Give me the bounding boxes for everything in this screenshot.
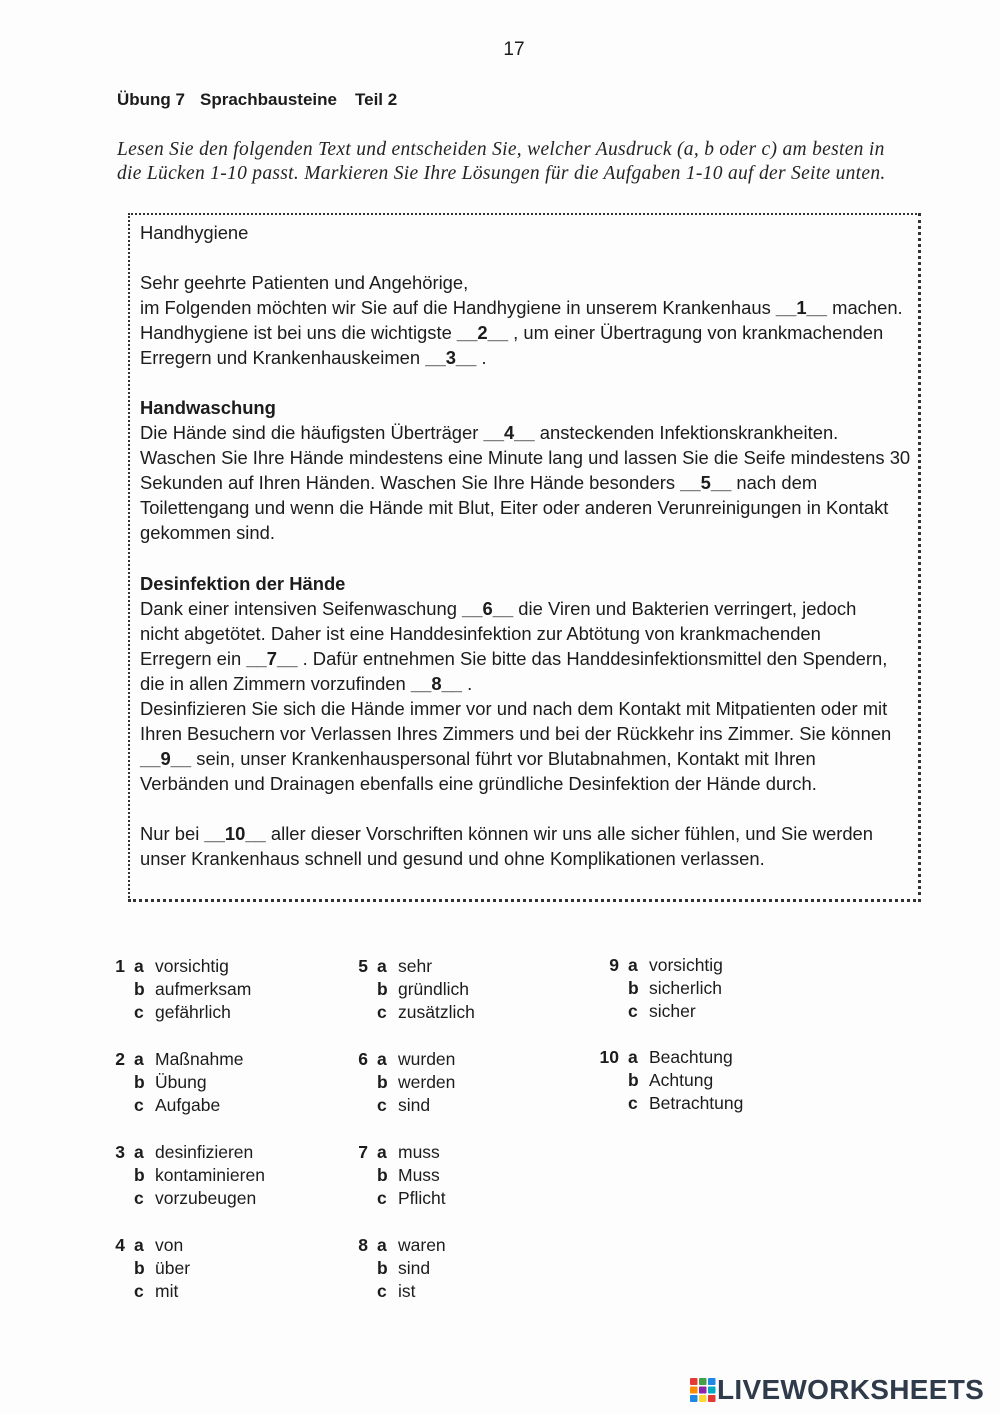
option-letter: a	[628, 954, 638, 975]
line-text: sein, unser Krankenhauspersonal führt vor Blutabnahmen, Kontakt mit Ihren	[191, 748, 816, 770]
question-5	[343, 955, 573, 1025]
option-10b[interactable]	[624, 1069, 819, 1092]
line-text: Dank einer intensiven Seifenwaschung	[140, 597, 463, 619]
option-text: werden	[398, 1071, 456, 1092]
option-text: über	[155, 1257, 191, 1278]
option-letter: b	[377, 1071, 388, 1092]
line-text: im Folgenden möchten wir Sie auf die Handhygiene in unserem Krankenhaus	[140, 296, 776, 318]
options-column-3	[594, 955, 824, 1285]
option-text: aufmerksam	[155, 978, 252, 999]
line-text: . Dafür entnehmen Sie bitte das Handdesinfektionsmittel den Spendern,	[297, 647, 888, 669]
option-text: sicherlich	[649, 977, 722, 998]
gap-2: __2__	[456, 321, 509, 343]
option-text: vorzubeugen	[155, 1188, 257, 1209]
option-2a[interactable]	[130, 1048, 325, 1071]
instruction-line: Lesen Sie den folgenden Text und entscheiden Sie, welcher Ausdruck (a, b oder c) am besten in	[117, 139, 885, 160]
question-7	[343, 1141, 573, 1211]
question-number: 2	[115, 1048, 125, 1069]
option-text: Übung	[155, 1071, 207, 1092]
letter-line: Desinfizieren Sie sich die Hände immer vor und nach dem Kontakt mit Mitpatienten oder mit	[140, 697, 888, 719]
question-number: 1	[115, 955, 125, 976]
question-number: 3	[115, 1141, 125, 1162]
logo-tile	[690, 1395, 698, 1402]
option-text: mit	[155, 1281, 179, 1302]
exercise-part: Teil 2	[355, 90, 398, 109]
question-number: 7	[358, 1141, 368, 1162]
option-4b[interactable]	[130, 1257, 325, 1280]
option-letter: b	[134, 978, 145, 999]
option-letter: b	[377, 1164, 388, 1185]
option-text: sind	[398, 1257, 431, 1278]
question-2	[100, 1048, 330, 1118]
line-text: nach dem	[731, 472, 818, 494]
option-1a[interactable]	[130, 955, 325, 978]
option-text: waren	[398, 1234, 446, 1255]
option-letter: b	[377, 1257, 388, 1278]
question-number: 9	[609, 954, 619, 975]
line-text: .	[476, 346, 487, 368]
option-letter: a	[377, 1141, 387, 1162]
section-heading-disinfection: Desinfektion der Hände	[140, 572, 346, 594]
option-letter: b	[134, 1071, 145, 1092]
option-letter: a	[134, 1234, 144, 1255]
option-10c[interactable]	[624, 1092, 819, 1115]
letter-greeting: Sehr geehrte Patienten und Angehörige,	[140, 271, 469, 293]
line-text: Nur bei	[140, 823, 205, 845]
option-text: Achtung	[649, 1069, 714, 1090]
letter-title: Handhygiene	[140, 221, 249, 243]
option-letter: b	[377, 978, 388, 999]
letter-line: Waschen Sie Ihre Hände mindestens eine Minute lang und lassen Sie die Seife mindestens 30	[140, 447, 911, 469]
letter-line: Toilettengang und wenn die Hände mit Blut, Eiter oder anderen Verunreinigungen in Kontakt	[140, 497, 889, 519]
line-text: .	[462, 672, 473, 694]
option-text: desinfizieren	[155, 1141, 254, 1162]
exercise-title: Sprachbausteine	[200, 90, 337, 109]
gap-8: __8__	[410, 672, 463, 694]
option-letter: c	[628, 1001, 638, 1022]
logo-tile	[699, 1387, 707, 1394]
logo-tile	[708, 1395, 716, 1402]
option-letter: a	[377, 1234, 387, 1255]
question-number: 6	[358, 1048, 368, 1069]
question-8	[343, 1234, 573, 1304]
option-text: ist	[398, 1281, 416, 1302]
letter-line: Verbänden und Drainagen ebenfalls eine gründliche Desinfektion der Hände durch.	[140, 773, 817, 795]
line-text: machen.	[827, 296, 903, 318]
liveworksheets-logo-icon	[690, 1378, 716, 1402]
letter-line	[140, 320, 910, 345]
option-3a[interactable]	[130, 1141, 325, 1164]
question-number: 8	[358, 1234, 368, 1255]
option-text: zusätzlich	[398, 1002, 475, 1023]
option-7b[interactable]	[373, 1164, 568, 1187]
option-letter: a	[134, 955, 144, 976]
gap-9: __9__	[140, 748, 192, 770]
option-8b[interactable]	[373, 1257, 568, 1280]
option-1b[interactable]	[130, 978, 325, 1001]
option-letter: c	[377, 1095, 387, 1116]
option-3b[interactable]	[130, 1164, 325, 1187]
gap-5: __5__	[680, 472, 732, 494]
option-letter: c	[134, 1002, 144, 1023]
gap-3: __3__	[425, 346, 477, 368]
page-number: 17	[503, 39, 525, 60]
option-1c[interactable]	[130, 1001, 325, 1024]
question-10	[594, 1046, 824, 1116]
gap-6: __6__	[462, 597, 514, 619]
letter-line: Ihren Besuchern vor Verlassen Ihres Zimmers und bei der Rückkehr ins Zimmer. Sie können	[140, 723, 892, 745]
option-5a[interactable]	[373, 955, 568, 978]
option-text: kontaminieren	[155, 1164, 265, 1185]
blank-line	[140, 370, 910, 395]
question-6	[343, 1048, 573, 1118]
letter-line	[140, 420, 910, 445]
option-text: Betrachtung	[649, 1093, 744, 1114]
option-5b[interactable]	[373, 978, 568, 1001]
option-letter: b	[628, 977, 639, 998]
option-7a[interactable]	[373, 1141, 568, 1164]
logo-tile	[699, 1395, 707, 1402]
logo-tile	[708, 1378, 716, 1385]
question-9	[594, 954, 824, 1024]
option-letter: a	[134, 1048, 144, 1069]
option-10a[interactable]	[624, 1046, 819, 1069]
option-letter: c	[628, 1093, 638, 1114]
option-6a[interactable]	[373, 1048, 568, 1071]
option-5c[interactable]	[373, 1001, 568, 1024]
question-4	[100, 1234, 330, 1304]
option-text: von	[155, 1234, 184, 1255]
question-number: 10	[599, 1046, 619, 1067]
option-2c[interactable]	[130, 1094, 325, 1117]
letter-line: nicht abgetötet. Daher ist eine Handdesinfektion zur Abtötung von krankmachenden	[140, 622, 821, 644]
option-text: vorsichtig	[649, 954, 723, 975]
logo-tile	[708, 1387, 716, 1394]
option-letter: c	[377, 1188, 387, 1209]
gap-4: __4__	[483, 422, 535, 444]
logo-tile	[699, 1378, 707, 1385]
option-9c[interactable]	[624, 1000, 819, 1023]
letter-line: unser Krankenhaus schnell und gesund und ohne Komplikationen verlassen.	[140, 848, 765, 870]
option-9a[interactable]	[624, 954, 819, 977]
option-text: vorsichtig	[155, 955, 229, 976]
blank-line	[140, 796, 910, 821]
option-letter: b	[134, 1257, 145, 1278]
option-text: Beachtung	[649, 1046, 733, 1067]
option-text: muss	[398, 1141, 440, 1162]
options-column-2	[343, 955, 573, 1302]
gap-1: __1__	[775, 296, 828, 318]
option-letter: a	[628, 1046, 638, 1067]
option-letter: c	[134, 1095, 144, 1116]
line-text: die Viren und Bakterien verringert, jedoch	[513, 597, 857, 619]
option-text: wurden	[398, 1048, 456, 1069]
option-letter: c	[134, 1188, 144, 1209]
option-text: gründlich	[398, 978, 470, 999]
line-text: Erregern ein	[140, 647, 247, 669]
option-8a[interactable]	[373, 1234, 568, 1257]
question-number: 4	[115, 1234, 125, 1255]
option-text: sehr	[398, 955, 433, 976]
letter-line: gekommen sind.	[140, 522, 275, 544]
option-letter: c	[377, 1281, 387, 1302]
line-text: ansteckenden Infektionskrankheiten.	[534, 422, 839, 444]
option-letter: c	[134, 1281, 144, 1302]
liveworksheets-logo[interactable]	[690, 1376, 990, 1406]
line-text: Handhygiene ist bei uns die wichtigste	[140, 321, 457, 343]
option-8c[interactable]	[373, 1280, 568, 1303]
letter-line	[140, 821, 910, 846]
option-7c[interactable]	[373, 1187, 568, 1210]
question-1	[100, 955, 330, 1025]
option-4c[interactable]	[130, 1280, 325, 1303]
liveworksheets-logo-text: LIVEWORKSHEETS	[717, 1374, 985, 1405]
blank-line	[140, 245, 910, 270]
letter-line	[140, 295, 910, 320]
option-6b[interactable]	[373, 1071, 568, 1094]
option-letter: b	[628, 1069, 639, 1090]
line-text: Die Hände sind die häufigsten Überträger	[140, 422, 484, 444]
option-2b[interactable]	[130, 1071, 325, 1094]
option-4a[interactable]	[130, 1234, 325, 1257]
option-letter: a	[377, 1048, 387, 1069]
letter-line	[140, 596, 910, 621]
letter-line	[140, 470, 910, 495]
letter-line	[140, 345, 910, 370]
letter-line	[140, 746, 910, 771]
logo-tile	[690, 1387, 698, 1394]
option-letter: a	[377, 955, 387, 976]
blank-line	[140, 546, 910, 571]
option-text: Aufgabe	[155, 1095, 221, 1116]
option-text: Maßnahme	[155, 1048, 244, 1069]
question-3	[100, 1141, 330, 1211]
line-text: aller dieser Vorschriften können wir uns alle sicher fühlen, und Sie werden	[265, 823, 874, 845]
instruction-line: die Lücken 1-10 passt. Markieren Sie Ihre Lösungen für die Aufgaben 1-10 auf der Seite unten.	[117, 163, 886, 184]
question-number: 5	[358, 955, 368, 976]
letter-line	[140, 646, 910, 671]
logo-tile	[690, 1378, 698, 1385]
gap-7: __7__	[246, 647, 298, 669]
option-text: Pflicht	[398, 1188, 446, 1209]
option-text: Muss	[398, 1164, 440, 1185]
option-letter: c	[377, 1002, 387, 1023]
option-text: sicher	[649, 1001, 696, 1022]
gap-10: __10__	[204, 823, 266, 845]
letter-line	[140, 671, 910, 696]
option-9b[interactable]	[624, 977, 819, 1000]
exercise-number: Übung 7	[117, 90, 185, 109]
option-6c[interactable]	[373, 1094, 568, 1117]
option-letter: a	[134, 1141, 144, 1162]
letter-content	[140, 220, 910, 872]
line-text: die in allen Zimmern vorzufinden	[140, 672, 411, 694]
section-heading-handwashing: Handwaschung	[140, 397, 276, 419]
option-text: gefährlich	[155, 1002, 231, 1023]
option-text: sind	[398, 1095, 431, 1116]
line-text: , um einer Übertragung von krankmachenden	[508, 321, 884, 343]
line-text: Sekunden auf Ihren Händen. Waschen Sie Ihre Hände besonders	[140, 472, 681, 494]
option-letter: b	[134, 1164, 145, 1185]
options-column-1	[100, 955, 330, 1302]
instructions	[117, 138, 886, 186]
option-3c[interactable]	[130, 1187, 325, 1210]
line-text: Erregern und Krankenhauskeimen	[140, 346, 426, 368]
